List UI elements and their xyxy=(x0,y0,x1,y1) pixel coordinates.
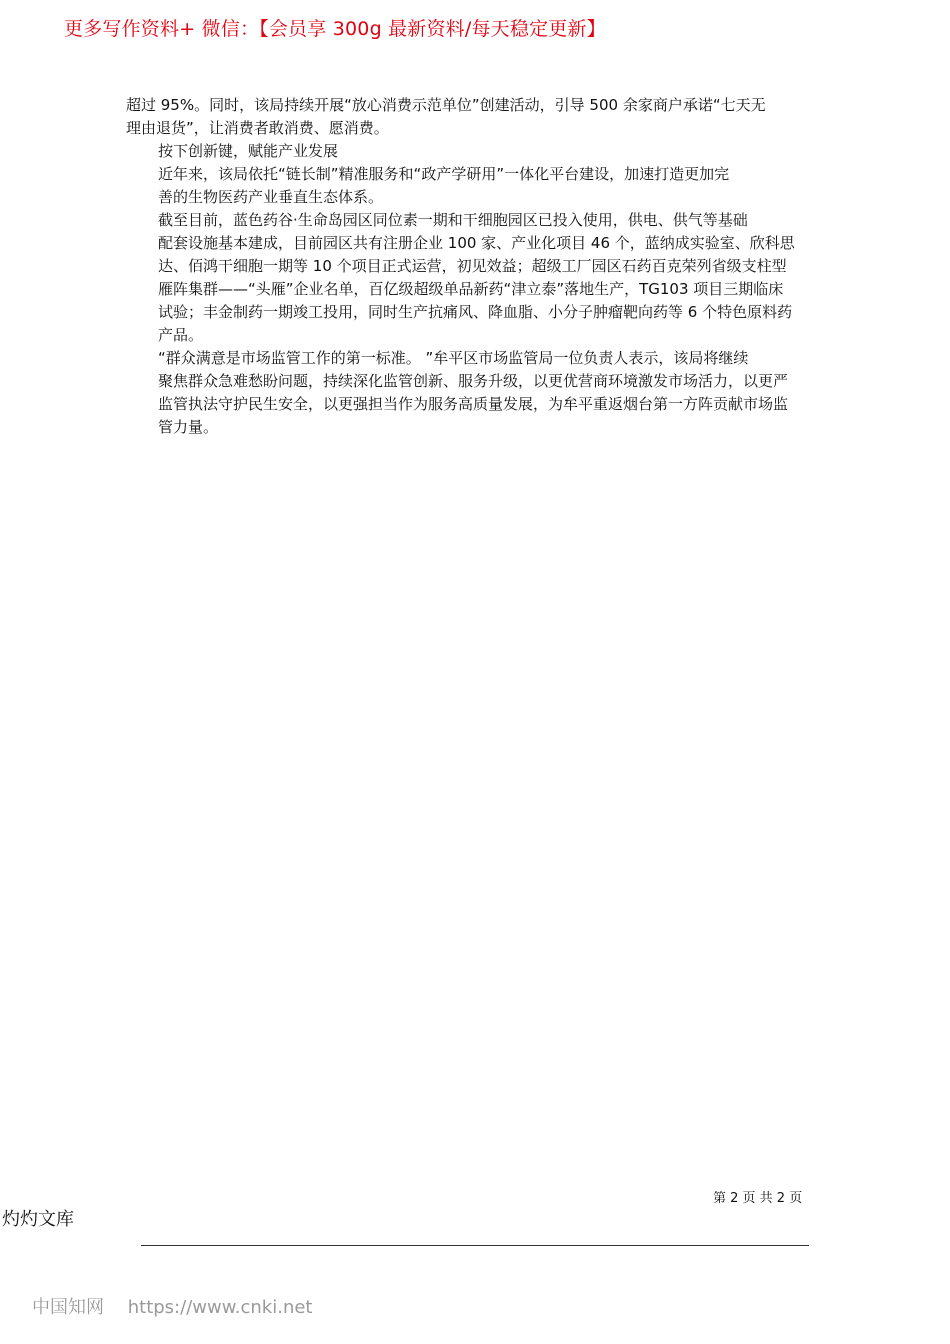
paragraph-line: 试验；丰金制药一期竣工投用，同时生产抗痛风、降血脂、小分子肿瘤靶向药等 6 个特色原料药 xyxy=(158,303,793,321)
footer-brand: 灼灼文库 xyxy=(2,1209,74,1230)
paragraph-line: 超过 95%。同时，该局持续开展“放心消费示范单位”创建活动，引导 500 余家商户承诺“七天无 xyxy=(126,96,766,114)
watermark-site-name: 中国知网 xyxy=(32,1297,104,1318)
paragraph-line: 配套设施基本建成，目前园区共有注册企业 100 家、产业化项目 46 个，蓝纳成实验室、欣科思 xyxy=(158,234,795,252)
promo-banner: 更多写作资料+ 微信：【会员享 300g 最新资料/每天稳定更新】 xyxy=(64,18,606,40)
paragraph-line: “群众满意是市场监管工作的第一标准。 ”牟平区市场监管局一位负责人表示，该局将继续 xyxy=(158,349,749,367)
paragraph xyxy=(126,209,828,347)
paragraph-line: 近年来，该局依托“链长制”精准服务和“政产学研用”一体化平台建设，加速打造更加完 xyxy=(158,165,730,183)
paragraph-line: 聚焦群众急难愁盼问题，持续深化监管创新、服务升级，以更优营商环境激发市场活力，以更严 xyxy=(158,372,789,390)
watermark-url: https://www.cnki.net xyxy=(127,1297,313,1318)
document-body xyxy=(126,94,828,439)
paragraph-line: 达、佰鸿干细胞一期等 10 个项目正式运营，初见效益；超级工厂园区石药百克荣列省级支柱型 xyxy=(158,257,787,275)
watermark xyxy=(32,1293,312,1319)
paragraph xyxy=(126,140,828,163)
paragraph xyxy=(126,347,828,439)
paragraph xyxy=(126,163,828,209)
footer-divider xyxy=(141,1245,809,1246)
paragraph-line: 管力量。 xyxy=(158,418,219,436)
page-number: 第 2 页 共 2 页 xyxy=(713,1191,803,1206)
paragraph-line: 雁阵集群——“头雁”企业名单，百亿级超级单品新药“津立泰”落地生产，TG103 项目三期临床 xyxy=(158,280,784,298)
paragraph-line: 产品。 xyxy=(158,326,204,344)
paragraph-line: 监管执法守护民生安全，以更强担当作为服务高质量发展，为牟平重返烟台第一方阵贡献市场监 xyxy=(158,395,789,413)
paragraph-line: 截至目前，蓝色药谷·生命岛园区同位素一期和干细胞园区已投入使用，供电、供气等基础 xyxy=(158,211,748,229)
paragraph-line: 善的生物医药产业垂直生态体系。 xyxy=(158,188,384,206)
paragraph xyxy=(126,94,828,140)
paragraph-line: 理由退货”，让消费者敢消费、愿消费。 xyxy=(126,119,389,137)
paragraph-line: 按下创新键，赋能产业发展 xyxy=(158,142,339,160)
